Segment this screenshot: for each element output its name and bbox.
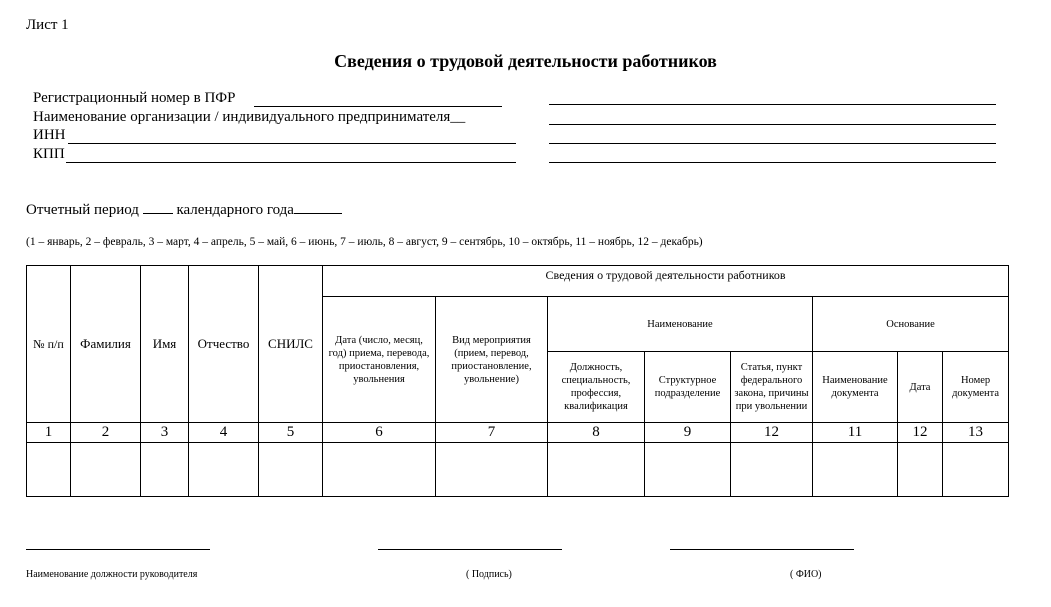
months-note: (1 – январь, 2 – февраль, 3 – март, 4 – апрель, 5 – май, 6 – июнь, 7 – июль, 8 – август, 9 – сентябрь, 10 – октябрь, 11 – ноябрь, 12 – декабрь) (26, 236, 703, 248)
org-name-label: Наименование организации / индивидуального предпринимателя__ (33, 109, 466, 125)
col-number: 8 (548, 423, 645, 443)
fio-signature-line[interactable] (670, 549, 854, 550)
table-cell[interactable] (813, 443, 898, 497)
table-cell[interactable] (323, 443, 436, 497)
table-cell[interactable] (548, 443, 645, 497)
page-title: Сведения о трудовой деятельности работников (334, 51, 717, 71)
table-row (27, 443, 1009, 497)
col-snils-header: СНИЛС (259, 266, 323, 423)
col-date-header: Дата (число, месяц, год) приема, перевода, приостановления, увольнения (323, 297, 436, 423)
period-year-blank[interactable] (294, 213, 342, 214)
period-label: Отчетный период (26, 202, 139, 218)
sheet-label: Лист 1 (26, 17, 69, 33)
kpp-line[interactable] (66, 162, 516, 163)
position-signature-line[interactable] (26, 549, 210, 550)
inn-label: ИНН (33, 127, 66, 143)
table-cell[interactable] (259, 443, 323, 497)
col-no-header: № п/п (27, 266, 71, 423)
fio-caption: ( ФИО) (790, 569, 822, 580)
inn-line[interactable] (68, 143, 516, 144)
right-line-3[interactable] (549, 143, 996, 144)
col-number: 3 (141, 423, 189, 443)
position-caption: Наименование должности руководителя (26, 569, 198, 580)
col-patronymic-header: Отчество (189, 266, 259, 423)
kpp-label: КПП (33, 146, 65, 162)
signature-line[interactable] (378, 549, 562, 550)
right-line-1[interactable] (549, 104, 996, 105)
col-number: 4 (189, 423, 259, 443)
col-event-header: Вид мероприятия (прием, перевод, приостановление, увольнение) (436, 297, 548, 423)
col-number: 2 (71, 423, 141, 443)
reporting-period (26, 202, 342, 219)
col-doc-date-header: Дата (898, 352, 943, 423)
reg-number-label: Регистрационный номер в ПФР (33, 90, 236, 106)
col-number: 9 (645, 423, 731, 443)
table-cell[interactable] (731, 443, 813, 497)
right-line-4[interactable] (549, 162, 996, 163)
col-position-header: Должность, специальность, профессия, квалификация (548, 352, 645, 423)
col-number: 12 (731, 423, 813, 443)
col-number: 13 (943, 423, 1009, 443)
basis-group-header: Основание (813, 297, 1009, 352)
col-number: 1 (27, 423, 71, 443)
right-line-2[interactable] (549, 124, 996, 125)
main-group-header: Сведения о трудовой деятельности работников (323, 266, 1009, 297)
col-number: 7 (436, 423, 548, 443)
table-cell[interactable] (71, 443, 141, 497)
col-article-header: Статья, пункт федерального закона, причины при увольнении (731, 352, 813, 423)
period-year-label: календарного года (176, 202, 294, 218)
col-doc-number-header: Номер документа (943, 352, 1009, 423)
col-doc-name-header: Наименование документа (813, 352, 898, 423)
col-surname-header: Фамилия (71, 266, 141, 423)
period-month-blank[interactable] (143, 213, 173, 214)
naming-group-header: Наименование (548, 297, 813, 352)
table-cell[interactable] (943, 443, 1009, 497)
table-cell[interactable] (898, 443, 943, 497)
col-number: 11 (813, 423, 898, 443)
employee-table (26, 265, 1009, 497)
col-division-header: Структурное подразделение (645, 352, 731, 423)
table-cell[interactable] (189, 443, 259, 497)
signature-caption: ( Подпись) (466, 569, 512, 580)
table-cell[interactable] (645, 443, 731, 497)
col-number: 5 (259, 423, 323, 443)
table-cell[interactable] (141, 443, 189, 497)
table-cell[interactable] (436, 443, 548, 497)
col-number: 12 (898, 423, 943, 443)
col-number: 6 (323, 423, 436, 443)
reg-number-line[interactable] (254, 106, 502, 107)
table-cell[interactable] (27, 443, 71, 497)
col-name-header: Имя (141, 266, 189, 423)
